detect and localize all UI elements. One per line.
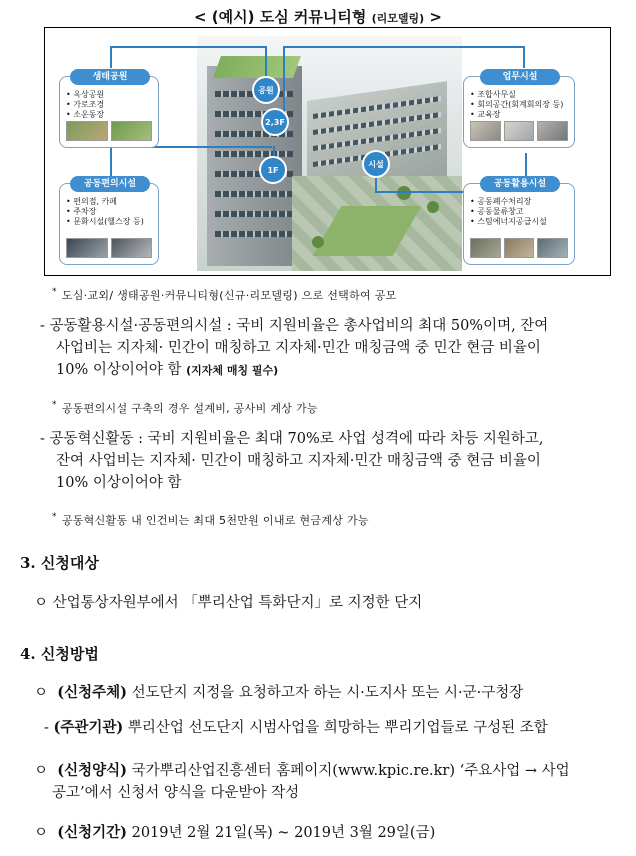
building-rendering bbox=[197, 36, 462, 271]
lead-organization: - (주관기관) 뿌리산업 선도단지 시범사업을 희망하는 뿌리기업들로 구성된 조합 bbox=[44, 719, 548, 736]
panel-joint-use: 공동활용시설 • 공동폐수처리장 • 공동물류창고 • 스팀에너지공급시설 bbox=[463, 183, 575, 265]
panel-business: 업무시설 • 조합사무실 • 회의공간(회계회의장 등) • 교육장 bbox=[463, 76, 575, 148]
note-selection: * 도심·교외/ 생태공원·커뮤니티형(신규·리모델링) 으로 선택하여 공모 bbox=[52, 287, 397, 302]
apply-period: ㅇ (신청기간) 2019년 2월 21일(목) ~ 2019년 3월 29일(금) bbox=[34, 824, 436, 841]
panel-convenience: 공동편의시설 • 편의점, 카페 • 주차장 • 문화시설(헬스장 등) bbox=[59, 183, 159, 265]
pin-facility: 시설 bbox=[362, 150, 390, 178]
panel-eco-park: 생태공원 • 옥상공원 • 가로조경 • 소운동장 bbox=[59, 76, 159, 148]
paragraph-joint-facilities: - 공동활용시설·공동편의시설 : 국비 지원비율은 총사업비의 최대 50%이며, 잔여 사업비는 지자체· 민간이 매칭하고 지자체·민간 매칭금액 중 민간 현금 비율이 10% 이상이어야 함 (지자체 매칭 필수) bbox=[40, 318, 549, 378]
note-design-cost: * 공동편의시설 구축의 경우 설계비, 공사비 계상 가능 bbox=[52, 400, 318, 415]
community-diagram bbox=[44, 27, 611, 276]
section-3-heading: 3. 신청대상 bbox=[20, 554, 99, 572]
section-4-heading: 4. 신청방법 bbox=[20, 645, 99, 663]
pin-park: 공원 bbox=[252, 76, 280, 104]
apply-subject: ㅇ (신청주체) 선도단지 지정을 요청하고자 하는 시·도지사 또는 시·군·구청장 bbox=[34, 684, 524, 701]
figure-title: < (예시) 도심 커뮤니티형 (리모델링) > bbox=[194, 8, 442, 26]
paragraph-innovation: - 공동혁신활동 : 국비 지원비율은 최대 70%로 사업 성격에 따라 차등 지원하고, 잔여 사업비는 지자체· 민간이 매칭하고 지자체·민간 매칭금액 중 현금 비율이 10% 이상이어야 함 bbox=[40, 431, 544, 491]
note-labor-cost: * 공동혁신활동 내 인건비는 최대 5천만원 이내로 현금계상 가능 bbox=[52, 512, 369, 527]
section-3-item: ㅇ 산업통상자원부에서 「뿌리산업 특화단지」로 지정한 단지 bbox=[34, 595, 423, 611]
pin-floor-2-3: 2,3F bbox=[261, 108, 289, 136]
pin-floor-1: 1F bbox=[259, 156, 287, 184]
apply-form: ㅇ (신청양식) 국가뿌리산업진흥센터 홈페이지(www.kpic.re.kr) ‘주요사업 → 사업 공고’에서 신청서 양식을 다운받아 작성 bbox=[34, 762, 570, 801]
